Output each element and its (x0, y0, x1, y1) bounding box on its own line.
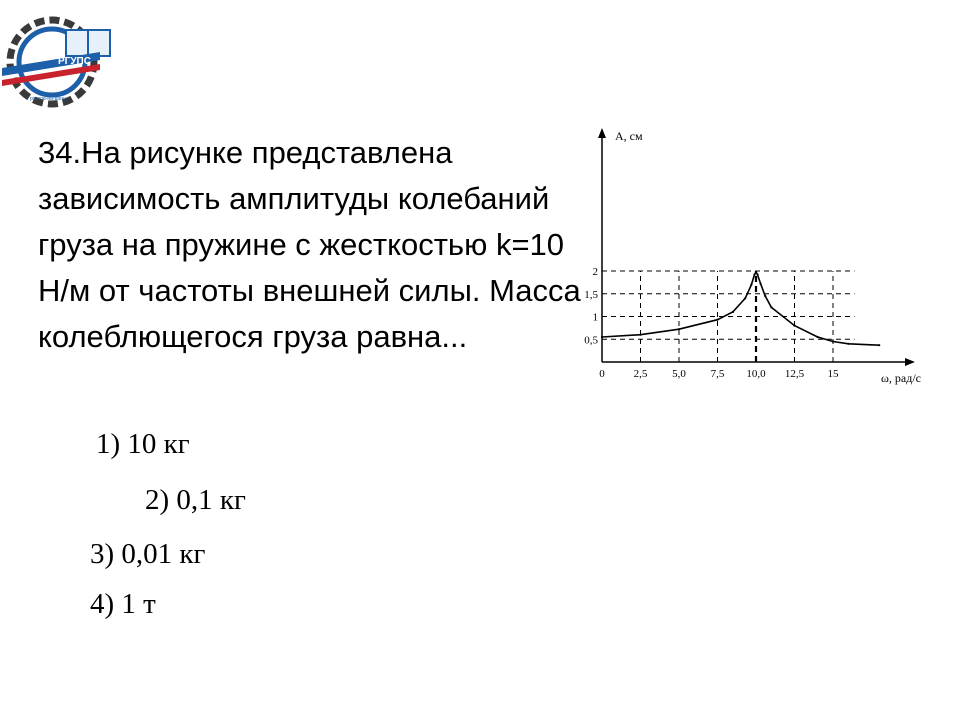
series-point (755, 271, 757, 273)
series-point (744, 297, 746, 299)
answer-option-2[interactable]: 2) 0,1 кг (145, 484, 246, 516)
series-point (716, 319, 718, 321)
y-axis-arrow (598, 128, 606, 138)
series-line (602, 272, 879, 345)
logo-subtext: ростов-на-дону (30, 96, 66, 102)
x-tick-label: 2,5 (633, 368, 648, 380)
logo-text: РГУПС (58, 56, 91, 67)
series-point (756, 274, 758, 276)
x-tick-label: 7,5 (710, 368, 725, 380)
x-axis-arrow (905, 358, 915, 366)
answer-option-4[interactable]: 4) 1 т (90, 588, 156, 620)
series-point (760, 283, 762, 285)
series-point (678, 328, 680, 330)
university-logo (0, 0, 120, 115)
series-point (639, 334, 641, 336)
x-axis-label: ω, рад/с (881, 371, 921, 385)
question-text: 34.На рисунке представлена зависимость амплитуды колебаний груза на пружине с жесткостью k=10 Н/м от частоты внешней силы. Масса колеблющегося груза равна... (38, 135, 581, 354)
series-point (832, 340, 834, 342)
series-point (770, 306, 772, 308)
series-point (878, 344, 880, 346)
y-tick-label: 2 (592, 266, 598, 278)
chart-grid (602, 271, 855, 362)
y-axis-label: А, см (615, 129, 643, 143)
answer-option-1[interactable]: 1) 10 кг (96, 428, 190, 460)
x-tick-label: 15 (827, 368, 839, 380)
series-point (601, 336, 603, 338)
y-tick-label: 1,5 (584, 288, 598, 301)
y-tick-label: 0,5 (584, 334, 598, 347)
x-tick-label: 12,5 (784, 368, 805, 380)
series-point (750, 284, 752, 286)
series-point (817, 336, 819, 338)
x-tick-label: 0 (599, 368, 605, 380)
y-tick-label: 1 (592, 311, 598, 324)
x-tick-label: 10,0 (746, 368, 766, 380)
chart-ticks (584, 266, 839, 380)
series-point (732, 311, 734, 313)
answer-option-3[interactable]: 3) 0,01 кг (90, 538, 206, 570)
series-point (753, 274, 755, 276)
series-point (764, 295, 766, 297)
series-point (793, 325, 795, 327)
amplitude-frequency-chart (575, 120, 955, 390)
series-point (847, 343, 849, 345)
x-tick-label: 5,0 (672, 368, 686, 380)
